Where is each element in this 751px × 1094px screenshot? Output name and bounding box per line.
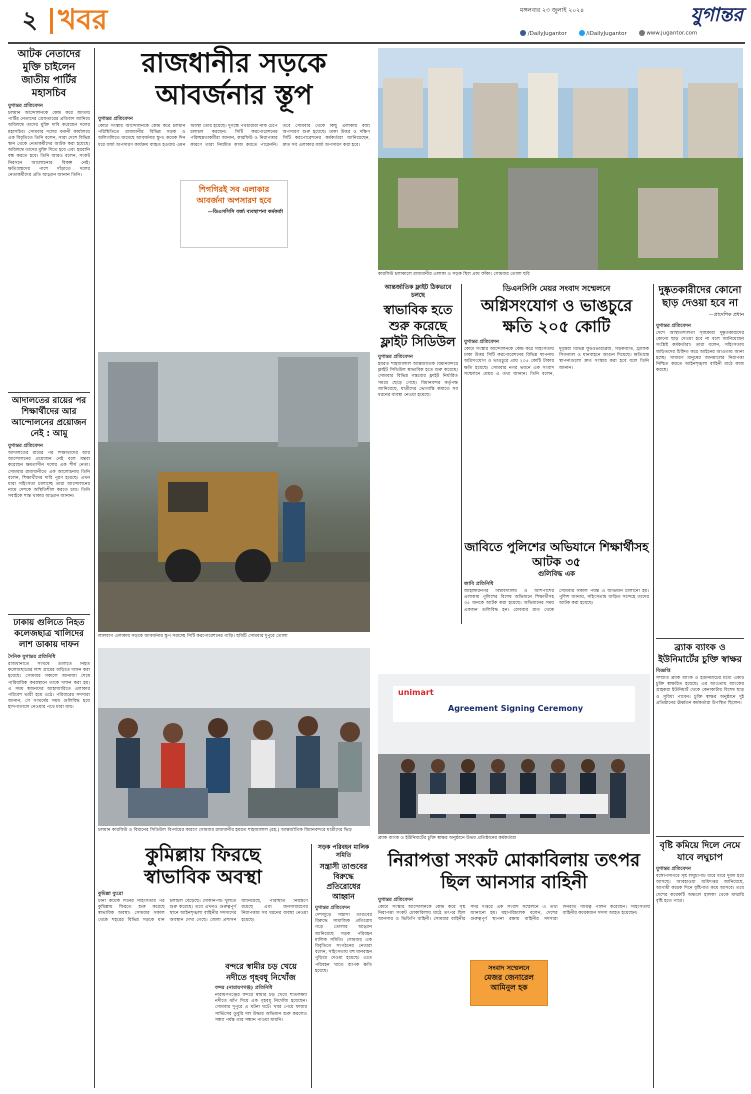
- social-bar: [520, 30, 745, 40]
- photo-agreement: [378, 674, 650, 834]
- headline-rain: বৃষ্টি কমিয়ে দিলে নেমে যাবে লঘুচাপ: [659, 841, 741, 863]
- article-police: [464, 540, 649, 670]
- byline-criminals: যুগান্তর প্রতিবেদন: [656, 323, 691, 329]
- airport-side-kicker: আন্তর্জাতিক ফ্লাইট ঠিকভাবে চলছে: [384, 284, 452, 299]
- body-amu: আদালতের রায়ের পর শিক্ষার্থীদের আর আন্দোলনের প্রয়োজন নেই বলে মন্তব্য করেছেন ক্ষমতাসীন দলের এক শীর্ষ নেতা। সোমবার রাজধানীতে এক আলোচনায় তিনি বলেন, শিক্ষার্থীদের দাবি পূরণ হয়েছে। এখন যারা সহিংসতা চালাচ্ছে তারা আন্দোলনের নামে দেশকে অস্থিতিশীল করতে চায়। তিনি সবাইকে শান্ত থাকার আহ্বান জানান।: [8, 451, 90, 500]
- column-divider: [94, 48, 95, 1088]
- article-atik: [8, 48, 90, 388]
- quote-box-garbage: [180, 180, 288, 248]
- byline-transport: যুগান্তর প্রতিবেদন: [315, 905, 350, 911]
- headline-criminals: দুষ্কৃতকারীদের কোনো ছাড় দেওয়া হবে না: [658, 285, 742, 309]
- ansar-box-line1: সংবাদ সম্মেলনে: [488, 964, 530, 972]
- body-comilla: টানা কয়েক দিনের সহিংসতার পর কুমিল্লায় ফিরতে শুরু করেছে স্বাভাবিক অবস্থা। সোমবার সকাল থেকে শহরের বিভিন্ন সড়কে যান চলাচল বেড়েছে। দোকানপাট খুলতে শুরু করেছে। তবে এখনও গুরুত্বপূর্ণ স্থানে আইনশৃঙ্খলা বাহিনীর সদস্যদের অবস্থান দেখা গেছে। জেলা প্রশাসন জানিয়েছে, পরিস্থিতি নিয়ন্ত্রণে রয়েছে এবং জনসাধারণের নিরাপত্তায় সব ধরনের ব্যবস্থা নেওয়া হয়েছে।: [98, 899, 308, 923]
- event-banner-brand: unimart: [398, 688, 434, 697]
- article-amu: [8, 396, 90, 611]
- body-atik: চলমান আন্দোলনকে কেন্দ্র করে জাতীয় পার্টির নেতাদের গ্রেফতারের প্রতিবাদ জানিয়ে অবিলম্বে তাদের মুক্তি দাবি করেছেন দলের মহাসচিব। সোমবার দলের বনানী কার্যালয়ে এক বিবৃতিতে তিনি বলেন, সারা দেশে বিভিন্ন স্থান থেকে নেতাকর্মীদের আটক করা হয়েছে। অবিলম্বে তাদের মুক্তি দিতে হবে এবং হয়রানি বন্ধ করতে হবে। তিনি আরও বলেন, সংকট নিরসনে আলোচনার বিকল্প নেই। ক্ষতিগ্রস্তদের পাশে দাঁড়াতে দলের নেতাকর্মীদের প্রতি আহ্বান জানান তিনি।: [8, 111, 90, 179]
- divider: [8, 392, 90, 393]
- body-boat: নারায়ণগঞ্জের বন্দরে স্বামীর চড় খেয়ে শীতলক্ষ্যা নদীতে ঝাঁপ দিয়ে এক গৃহবধূ নিখোঁজ হয়েছেন। সোমবার দুপুরে এ ঘটনা ঘটে। খবর পেয়ে ফায়ার সার্ভিসের ডুবুরি দল উদ্ধার অভিযান শুরু করলেও সন্ধ্যা পর্যন্ত তার সন্ধান পাওয়া যায়নি।: [215, 993, 307, 1023]
- headline-garbage-1: রাজধানীর সড়কে: [141, 48, 327, 79]
- byline-rain: যুগান্তর প্রতিবেদন: [656, 866, 691, 872]
- airport-crowd-illustration: [98, 648, 370, 826]
- photo-caption-left: লালবাগ এলাকায় সড়কে আবর্জনার স্তূপ সরাচ্ছে সিটি করপোরেশনের গাড়ি। ছবিটি সোমবার দুপুরে তোলা: [98, 634, 288, 639]
- event-banner-title: Agreement Signing Ceremony: [448, 704, 584, 713]
- article-dnc: [464, 284, 649, 534]
- byline-atik: যুগান্তর প্রতিবেদন: [8, 103, 43, 109]
- section-title: খবর: [58, 3, 108, 36]
- divider: [8, 614, 90, 615]
- social-twitter-link[interactable]: /iDailyJugantor: [586, 30, 627, 37]
- headline-dnc: অগ্নিসংযোগ ও ভাঙচুরে ক্ষতি ২০৫ কোটি: [480, 296, 633, 336]
- byline-airport: যুগান্তর প্রতিবেদন: [378, 354, 413, 360]
- body-dnc: কোটা সংস্কার আন্দোলনকে কেন্দ্র করে সহিংসতায় ঢাকা উত্তর সিটি করপোরেশনের বিভিন্ন স্থাপনায় অগ্নিসংযোগ ও ভাঙচুরে প্রায় ২০৫ কোটি টাকার ক্ষতি হয়েছে। সোমবার নগর ভবনে এক সংবাদ সম্মেলনে মেয়র এ তথ্য জানান। তিনি বলেন, দুর্বৃত্তরা বিভিন্ন ফুটওভারব্রিজ, সড়কবাতি, ট্রাফিক সিগন্যাল ও যানবাহনে আগুন দিয়েছে। ক্ষতিগ্রস্ত স্থাপনাগুলো দ্রুত সংস্কার করা হবে বলে তিনি জানান।: [464, 347, 649, 377]
- article-transport: [315, 844, 372, 1088]
- garbage-truck-illustration: [98, 352, 370, 632]
- facebook-icon: [520, 30, 526, 36]
- column-divider: [311, 844, 312, 1088]
- byline-amu: যুগান্তর প্রতিবেদন: [8, 443, 43, 449]
- photo-city-aerial: [378, 48, 743, 270]
- body-bank: সম্প্রতি ব্র্যাক ব্যাংক ও ইউনিমার্টের মধ্যে একটি চুক্তি স্বাক্ষরিত হয়েছে। এর আওতায় ব্যাংকের গ্রাহকরা ইউনিমার্ট থেকে কেনাকাটায় বিশেষ ছাড় ও সুবিধা পাবেন। চুক্তি স্বাক্ষর অনুষ্ঠানে দুই প্রতিষ্ঠানের ঊর্ধ্বতন কর্মকর্তারা উপস্থিত ছিলেন।: [656, 676, 744, 706]
- body-rain: বঙ্গোপসাগরে সৃষ্ট লঘুচাপটি ধীরে ধীরে দুর্বল হয়ে আসছে। আবহাওয়া অধিদপ্তর জানিয়েছে, আগামী কয়েক দিনে বৃষ্টিপাত কমে আসবে। তবে দেশের কয়েকটি অঞ্চলে হালকা থেকে মাঝারি বৃষ্টি হতে পারে।: [656, 874, 744, 904]
- page-number: ২: [22, 5, 38, 34]
- divider: [656, 836, 744, 837]
- attribution-criminals: —প্রাদেশিক প্রধান: [708, 312, 744, 318]
- masthead: [0, 0, 751, 42]
- agreement-illustration: [378, 674, 650, 834]
- ansar-box-line2: মেজর জেনারেল: [484, 973, 534, 982]
- photo-caption-right: কারফিউ চলাকালে রাজধানীর এলাকা ও সড়ক ছিল প্রায় ফাঁকা। সোমবার তোলা ছবি: [378, 272, 530, 277]
- article-airport: [378, 284, 458, 624]
- headline-atik: আটক নেতাদের মুক্তি চাইলেন জাতীয় পার্টির মহাসচিব: [17, 49, 81, 99]
- byline-garbage: যুগান্তর প্রতিবেদন: [98, 116, 133, 122]
- divider: [656, 638, 744, 639]
- headline-bank: ব্র্যাক ব্যাংক ও ইউনিমার্টের চুক্তি স্বাক্ষর: [658, 643, 742, 665]
- body-transport: দেশজুড়ে সন্ত্রাসী তাণ্ডবের বিরুদ্ধে সামাজিক প্রতিরোধ গড়ে তোলার আহ্বান জানিয়েছে সড়ক পরিবহন মালিক সমিতি। সোমবার এক বিবৃতিতে সংগঠনের নেতারা বলেন, সহিংসতায় বহু যানবাহন পুড়িয়ে দেওয়া হয়েছে। এতে পরিবহন খাতে ব্যাপক ক্ষতি হয়েছে।: [315, 913, 372, 974]
- article-criminals: [656, 284, 744, 634]
- byline-dhaka: দৈনিক যুগান্তর প্রতিনিধি: [8, 654, 56, 660]
- body-garbage: কোটা সংস্কার আন্দোলনকে কেন্দ্র করে চলমান পরিস্থিতিতে রাজধানীর বিভিন্ন সড়ক ও অলিগলিতে জমেছে আবর্জনার স্তূপ। কয়েক দিন ধরে বর্জ্য অপসারণ কার্যক্রম ব্যাহত হওয়ায় এমন অবস্থা তৈরি হয়েছে। দুর্গন্ধে পথচারীরা নাক চেপে চলাচল করছেন। সিটি করপোরেশনের পরিচ্ছন্নতাকর্মীরা জানান, কারফিউ ও নিরাপত্তার কারণে তারা নিয়মিত কাজ করতে পারেননি। তবে সোমবার থেকে কিছু এলাকায় বর্জ্য অপসারণ শুরু হয়েছে। ঢাকা উত্তর ও দক্ষিণ সিটি করপোরেশনের কর্মকর্তারা জানিয়েছেন, দ্রুত সব এলাকার বর্জ্য অপসারণ করা হবে।: [98, 124, 370, 148]
- ansar-box: [470, 960, 548, 1006]
- masthead-rule: [8, 42, 745, 44]
- masthead-divider: [50, 8, 53, 34]
- byline-comilla: কুমিল্লা ব্যুরো: [98, 891, 123, 897]
- article-boat: [215, 962, 307, 1088]
- column-divider: [653, 284, 654, 1088]
- body-dhaka: রাজধানীতে সংঘর্ষে গুলিতে নিহত কলেজছাত্রের লাশ গ্রামের বাড়িতে দাফন করা হয়েছে। সোমবার সকালে জানাজা শেষে পারিবারিক কবরস্থানে তাকে দাফন করা হয়। এ সময় স্বজনদের আহাজারিতে এলাকার পরিবেশ ভারী হয়ে ওঠে। পরিবারের সদস্যরা জানান, সে সংঘর্ষের সময় গুলিবিদ্ধ হয়ে হাসপাতালে নেওয়ার পথে মারা যায়।: [8, 662, 90, 711]
- ansar-box-line3: আমিনুল হক: [490, 983, 528, 992]
- headline-garbage-2: আবর্জনার স্তূপ: [155, 80, 313, 111]
- headline-comilla-2: স্বাভাবিক অবস্থা: [144, 866, 262, 888]
- body-criminals: দেশে অস্থিতিশীলতা সৃষ্টিকারী দুষ্কৃতকারীদের কোনো ছাড় দেওয়া হবে না বলে জানিয়েছেন সংশ্লিষ্ট কর্মকর্তারা। তারা বলেন, সহিংসতায় জড়িতদের চিহ্নিত করে আইনের আওতায় আনা হচ্ছে। সাধারণ মানুষের জানমালের নিরাপত্তা নিশ্চিত করতে আইনশৃঙ্খলা বাহিনী মাঠে কাজ করছে।: [656, 331, 744, 374]
- social-facebook-link[interactable]: /DailyJugantor: [527, 30, 567, 37]
- photo-airport-crowd: [98, 648, 370, 826]
- headline-ansar: নিরাপত্তা সংকট মোকাবিলায় তৎপর ছিল আনসার বাহিনী: [387, 850, 641, 893]
- subhead-police: গুলিবিদ্ধ এক: [537, 570, 576, 578]
- photo-garbage-truck: [98, 352, 370, 632]
- article-dhaka: [8, 618, 90, 1088]
- byline-bank: বিজ্ঞপ্তি: [656, 668, 671, 674]
- headline-police: জাবিতে পুলিশের অভিযানে শিক্ষার্থীসহ আটক ৩৫: [464, 540, 649, 569]
- body-ansar: কোটা সংস্কার আন্দোলনকে কেন্দ্র করে সৃষ্ট নিরাপত্তা সংকট মোকাবিলায় মাঠে তৎপর ছিল আনসার ও ভিডিপি বাহিনী। সোমবার বাহিনীর সদর দপ্তরে এক সংবাদ সম্মেলনে এ তথ্য জানানো হয়। মহাপরিচালক বলেন, দেশের গুরুত্বপূর্ণ স্থাপনা রক্ষায় বাহিনীর সদস্যরা দিনরাত দায়িত্ব পালন করেছেন। সহিংসতায় বাহিনীর কয়েকজন সদস্য আহত হয়েছেন।: [378, 905, 650, 923]
- masthead-date: মঙ্গলবার ২৩ জুলাই ২০২৪: [520, 7, 584, 14]
- body-airport: হযরত শাহজালাল আন্তর্জাতিক বিমানবন্দরে ফ্লাইট সিডিউল স্বাভাবিক হতে শুরু করেছে। সোমবার বিভিন্ন গন্তব্যের ফ্লাইট নির্ধারিত সময়ে ছেড়ে গেছে। বিমানবন্দর কর্তৃপক্ষ জানিয়েছে, যাত্রীদের ভোগান্তি কমাতে সব ধরনের ব্যবস্থা নেওয়া হয়েছে।: [378, 362, 458, 399]
- kicker-dnc: ডিএনসিসি মেয়র সংবাদ সম্মেলনে: [502, 284, 611, 293]
- quote-text: শিগগিরই সব এলাকার আবর্জনা অপসারণ হবে: [196, 185, 272, 205]
- event-caption: ব্র্যাক ব্যাংক ও ইউনিমার্টের চুক্তি স্বাক্ষর অনুষ্ঠানে উভয় প্রতিষ্ঠানের কর্মকর্তারা: [378, 836, 517, 841]
- byline-boat: বন্দর (নারায়ণগঞ্জ) প্রতিনিধি: [215, 985, 273, 991]
- byline-police: জাবি প্রতিনিধি: [464, 581, 494, 587]
- headline-transport: সন্ত্রাসী তাণ্ডবের বিরুদ্ধে প্রতিরোধের আহ্বান: [319, 862, 368, 901]
- twitter-icon: [579, 30, 585, 36]
- headline-airport: স্বাভাবিক হতে শুরু করেছে ফ্লাইট সিডিউল: [380, 302, 456, 349]
- kicker-transport: সড়ক পরিবহন মালিক সমিতি: [317, 844, 370, 859]
- city-aerial-illustration: [378, 48, 743, 270]
- column-divider: [461, 284, 462, 624]
- website-link[interactable]: www.jugantor.com: [646, 30, 698, 37]
- body-police: জাহাঙ্গীরনগর বিশ্ববিদ্যালয় ও আশপাশের এলাকায় পুলিশের বিশেষ অভিযানে শিক্ষার্থীসহ ৩৫ জনকে আটক করা হয়েছে। অভিযানের সময় একজন গুলিবিদ্ধ হন। রোববার রাত থেকে সোমবার সকাল পর্যন্ত এ অভিযান চালানো হয়। পুলিশ জানায়, সহিংসতায় জড়িত সন্দেহে তাদের আটক করা হয়েছে।: [464, 589, 649, 613]
- article-bank: [656, 642, 744, 832]
- article-rain: [656, 840, 744, 1088]
- airport-caption: চলমান কারফিউ ও বিমানের সিডিউল বিপর্যয়ের কারণে সোমবার রাজধানীর হযরত শাহজালাল (রহ.) আন্তর্জাতিক বিমানবন্দরে যাত্রীদের ভিড়: [98, 828, 352, 833]
- byline-ansar: যুগান্তর প্রতিবেদন: [378, 897, 413, 903]
- headline-dhaka: ঢাকায় গুলিতে নিহত কলেজছাত্র খালিদের লাশ ডাকায় দাফন: [13, 618, 85, 650]
- quote-attribution: —ডিএসসিসি বর্জ্য ব্যবস্থাপনা কর্মকর্তা: [207, 209, 283, 215]
- byline-dnc: যুগান্তর প্রতিবেদন: [464, 339, 499, 345]
- headline-boat: বন্দরে স্বামীর চড় খেয়ে নদীতে গৃহবধূ নিখোঁজ: [225, 962, 297, 982]
- newspaper-logo: যুগান্তর: [690, 4, 743, 26]
- headline-comilla-1: কুমিল্লায় ফিরছে: [145, 844, 261, 866]
- globe-icon: [639, 30, 645, 36]
- headline-amu: আদালতের রায়ের পর শিক্ষার্থীদের আর আন্দোলনের প্রয়োজন নেই : আমু: [11, 396, 87, 439]
